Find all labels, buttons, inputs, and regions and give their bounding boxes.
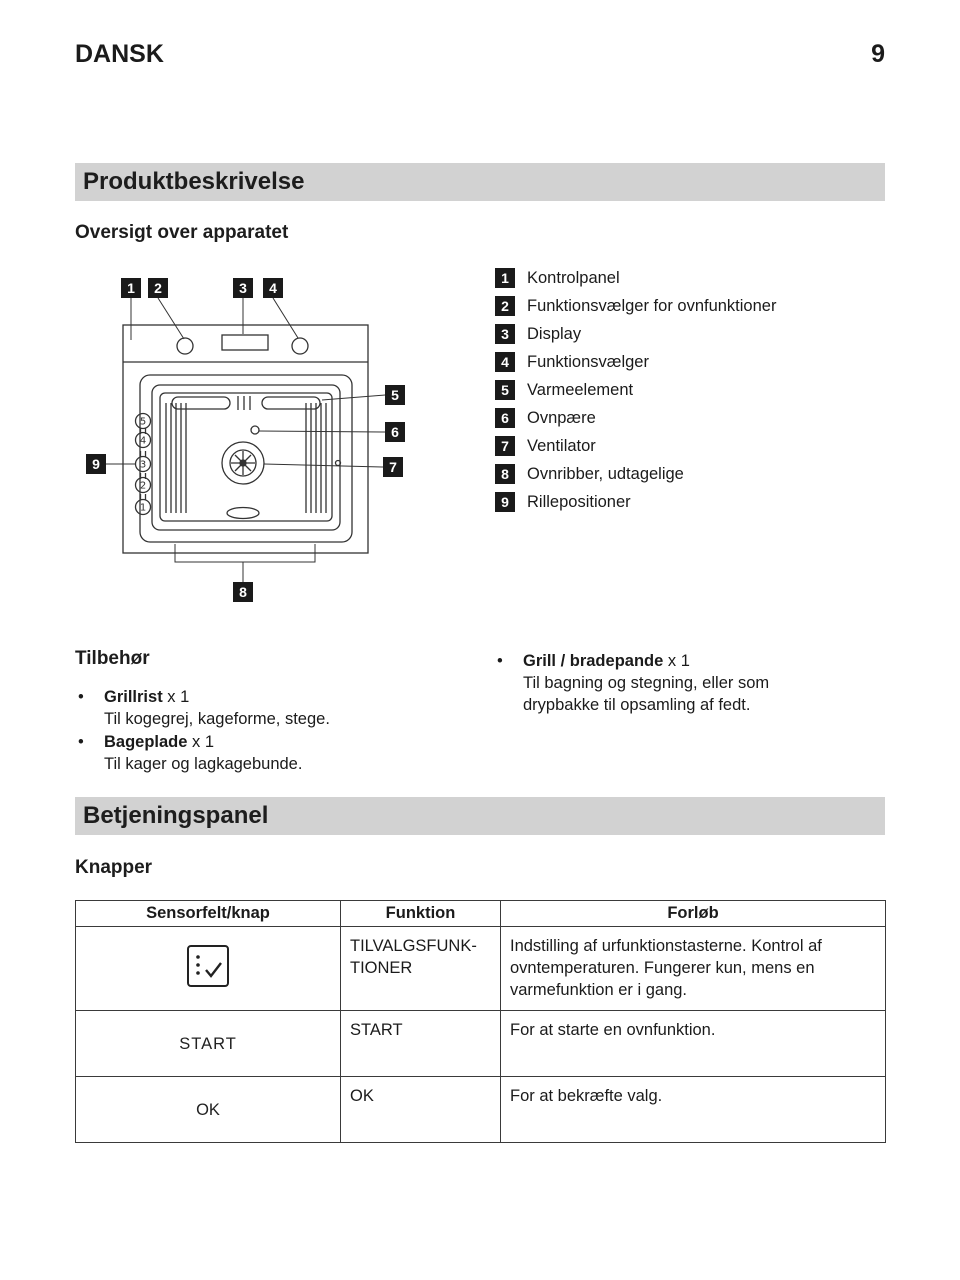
door-inner-frame bbox=[152, 385, 340, 530]
section-title-panel: Betjeningspanel bbox=[83, 802, 269, 829]
callout-5: 5 bbox=[385, 385, 405, 405]
accessory-item bbox=[78, 686, 428, 730]
rack-left bbox=[166, 403, 186, 513]
page-number: 9 bbox=[871, 40, 885, 68]
legend-num: 5 bbox=[495, 380, 515, 400]
overview-subtitle: Oversigt over apparatet bbox=[75, 222, 289, 243]
oven-diagram bbox=[80, 265, 420, 615]
legend-num: 4 bbox=[495, 352, 515, 372]
buttons-subtitle: Knapper bbox=[75, 857, 153, 878]
col-header-sensor: Sensorfelt/knap bbox=[76, 901, 341, 927]
svg-text:1: 1 bbox=[139, 502, 147, 514]
accessories-title: Tilbehør bbox=[75, 648, 150, 669]
accessory-name: Bageplade bbox=[104, 733, 188, 751]
table-row bbox=[76, 927, 886, 1011]
language-header: DANSK bbox=[75, 40, 164, 68]
svg-text:5: 5 bbox=[139, 416, 147, 428]
accessory-qty: x 1 bbox=[663, 652, 690, 670]
sensor-cell bbox=[76, 927, 341, 1011]
accessory-name: Grillrist bbox=[104, 688, 163, 706]
accessory-item bbox=[78, 731, 428, 775]
callout-3: 3 bbox=[233, 278, 253, 298]
callout-7: 7 bbox=[383, 457, 403, 477]
legend-label: Ovnribber, udtagelige bbox=[527, 464, 684, 483]
svg-text:3: 3 bbox=[139, 459, 147, 471]
legend-label: Kontrolpanel bbox=[527, 268, 620, 287]
accessory-desc: Til kager og lagkagebunde. bbox=[104, 755, 303, 773]
legend-item bbox=[495, 464, 776, 484]
funktion-cell: OK bbox=[341, 1077, 501, 1143]
display-window bbox=[222, 335, 268, 350]
legend-item bbox=[495, 324, 776, 344]
accessory-qty: x 1 bbox=[162, 688, 190, 706]
section-banner-product bbox=[75, 163, 885, 201]
forlob-cell: For at starte en ovnfunktion. bbox=[501, 1011, 886, 1077]
rack-right bbox=[306, 403, 326, 513]
callout-2: 2 bbox=[148, 278, 168, 298]
knob-right bbox=[292, 338, 308, 354]
legend-item bbox=[495, 436, 776, 456]
start-sensor-label: START bbox=[76, 1011, 341, 1077]
legend-item bbox=[495, 492, 776, 512]
legend-num: 8 bbox=[495, 464, 515, 484]
forlob-cell: For at bekræfte valg. bbox=[501, 1077, 886, 1143]
svg-text:2: 2 bbox=[139, 480, 147, 492]
options-checklist-icon bbox=[185, 943, 231, 989]
section-title-product: Produktbeskrivelse bbox=[83, 168, 305, 195]
svg-text:4: 4 bbox=[139, 435, 147, 447]
callout-9: 9 bbox=[86, 454, 106, 474]
bullet: • bbox=[78, 688, 84, 706]
legend-label: Ventilator bbox=[527, 436, 596, 455]
legend-item bbox=[495, 352, 776, 372]
door-outer-frame bbox=[140, 375, 352, 542]
legend-num: 9 bbox=[495, 492, 515, 512]
buttons-table bbox=[75, 900, 886, 1143]
legend-num: 1 bbox=[495, 268, 515, 288]
table-row bbox=[76, 1011, 886, 1077]
callout-lines bbox=[106, 298, 385, 582]
funktion-cell: TILVALGSFUNK-TIONER bbox=[341, 927, 501, 1011]
bullet: • bbox=[497, 652, 503, 670]
legend-num: 2 bbox=[495, 296, 515, 316]
accessory-desc: Til kogegrej, kageforme, stege. bbox=[104, 710, 330, 728]
legend-num: 7 bbox=[495, 436, 515, 456]
table-header-row bbox=[76, 901, 886, 927]
accessory-desc: Til bagning og stegning, eller som drypbakke til opsamling af fedt. bbox=[523, 674, 770, 714]
accessory-qty: x 1 bbox=[187, 733, 215, 751]
legend-label: Funktionsvælger for ovnfunktioner bbox=[527, 296, 777, 315]
col-header-funktion: Funktion bbox=[341, 901, 501, 927]
bullet: • bbox=[78, 733, 84, 751]
legend-num: 6 bbox=[495, 408, 515, 428]
forlob-cell: Indstilling af urfunktionstasterne. Kontrol af ovntemperaturen. Fungerer kun, mens en varmefunktion er i gang. bbox=[501, 927, 886, 1011]
diagram-legend bbox=[495, 268, 776, 520]
section-banner-panel bbox=[75, 797, 885, 835]
legend-item bbox=[495, 408, 776, 428]
fan-ventilator bbox=[222, 442, 264, 484]
callout-4: 4 bbox=[263, 278, 283, 298]
oven-lamp bbox=[251, 426, 259, 434]
callout-6: 6 bbox=[385, 422, 405, 442]
accessory-name: Grill / bradepande bbox=[523, 652, 664, 670]
legend-item bbox=[495, 380, 776, 400]
legend-label: Varmeelement bbox=[527, 380, 634, 399]
legend-item bbox=[495, 268, 776, 288]
legend-label: Rillepositioner bbox=[527, 492, 631, 511]
legend-label: Funktionsvælger bbox=[527, 352, 649, 371]
accessory-item bbox=[497, 650, 827, 716]
col-header-forlob: Forløb bbox=[501, 901, 886, 927]
legend-item bbox=[495, 296, 776, 316]
callout-8: 8 bbox=[233, 582, 253, 602]
cavity-floor-detail bbox=[227, 508, 259, 519]
legend-label: Ovnpære bbox=[527, 408, 596, 427]
funktion-cell: START bbox=[341, 1011, 501, 1077]
table-row bbox=[76, 1077, 886, 1143]
knob-left bbox=[177, 338, 193, 354]
callout-1: 1 bbox=[121, 278, 141, 298]
legend-label: Display bbox=[527, 324, 582, 343]
ok-sensor-label: OK bbox=[76, 1077, 341, 1143]
heating-element bbox=[172, 396, 320, 410]
legend-num: 3 bbox=[495, 324, 515, 344]
